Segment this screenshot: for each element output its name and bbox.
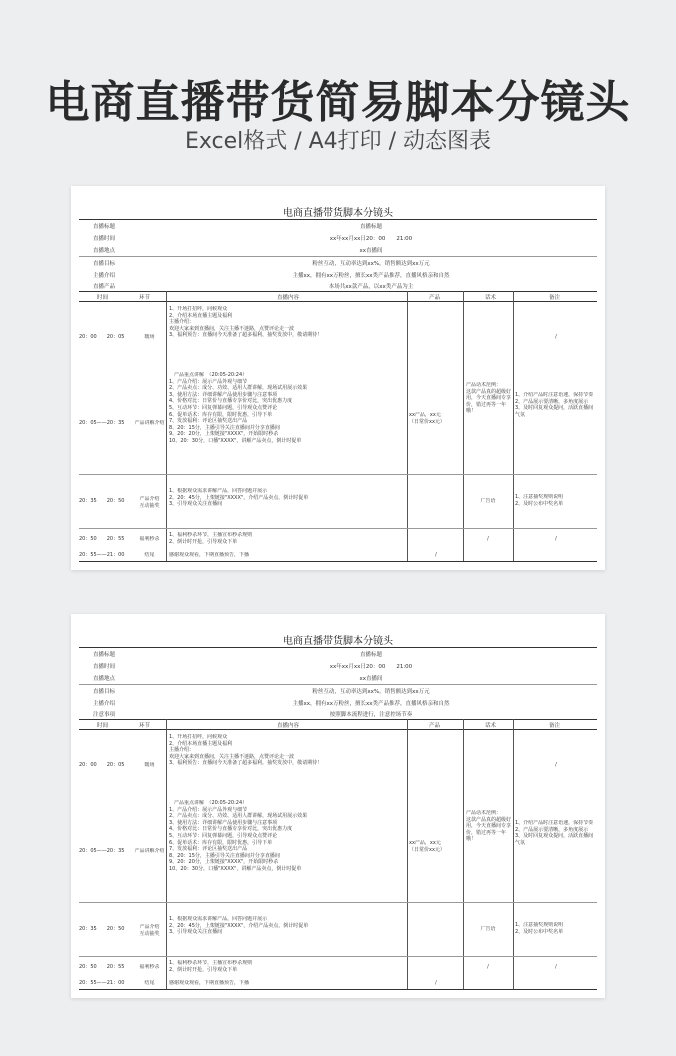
header-top-border — [79, 291, 597, 292]
info-label: 主播介绍 — [93, 273, 116, 279]
row-divider — [79, 902, 597, 903]
row-divider — [79, 956, 597, 957]
table-bottom-border — [79, 561, 597, 562]
row-content: 1、根据观众需求讲解产品，回答问题并展示 2、20：45分，上架链接"XXXX"，介绍产品卖点，倒计时促单 3、引导观众关注直播间 — [169, 488, 309, 508]
column-divider — [407, 291, 408, 561]
row-time: 20：55——21：00 — [79, 980, 125, 986]
info-label: 直播目标 — [93, 261, 116, 267]
row-time: 20：50 20：55 — [79, 536, 125, 542]
info-label: 主播介绍 — [93, 701, 116, 707]
row-product: / — [435, 552, 437, 558]
row-note: 1、介绍产品时注意语速，保持节奏 2、产品展示要清晰，多角度展示 3、及时回复观众提问，活跃直播间气氛 — [515, 392, 594, 418]
table-bottom-border — [79, 989, 597, 990]
row-note: / — [555, 762, 557, 768]
row-content: 1、开场打招呼，问候观众 2、介绍本场直播主题及福利 主播介绍： 欢迎大家来到直播间，关注主播不迷路，点赞评论走一波 3、福利预告：直播间今天准备了超多福利，抽奖发放中，敬请期待！ — [169, 306, 323, 339]
column-divider — [463, 291, 464, 561]
row-time: 20：35 20：50 — [79, 498, 125, 504]
row-time: 20：55——21：00 — [79, 552, 125, 558]
info-label: 直播目标 — [93, 689, 116, 695]
info-label: 直播标题 — [93, 652, 116, 658]
info-value: 粉丝互动，互动率达到xx%，销售额达到xx万元 — [312, 689, 430, 695]
row-content: 感谢观众观看，下期直播预告，下播 — [169, 552, 250, 558]
info-label: 直播地点 — [93, 248, 116, 254]
row-script: 广告语 — [480, 926, 496, 932]
divider — [79, 684, 597, 685]
column-divider — [166, 291, 167, 561]
info-value: xx直播间 — [359, 248, 383, 254]
info-value: 主播xx，拥有xx万粉丝，擅长xx类产品推荐，直播风格亲和自然 — [292, 701, 450, 707]
info-label: 直播地点 — [93, 676, 116, 682]
column-header: 环节 — [139, 295, 151, 301]
column-divider — [166, 719, 167, 989]
column-header: 产品 — [429, 295, 441, 301]
row-segment: 结尾 — [144, 552, 155, 558]
column-divider — [513, 291, 514, 561]
row-segment: 产品介绍 互动抽奖 — [139, 496, 160, 509]
info-value: 直播标题 — [359, 652, 382, 658]
column-header: 话术 — [485, 723, 497, 729]
column-header: 时间 — [97, 295, 109, 301]
column-divider — [463, 719, 464, 989]
row-segment: 产品讲解介绍 — [134, 420, 165, 426]
row-script: / — [487, 964, 489, 970]
header-bottom-border — [79, 729, 597, 730]
column-divider — [407, 719, 408, 989]
row-content: 1、福利秒杀环节，主播宣布秒杀规则 2、倒计时开抢，引导观众下单 — [169, 532, 253, 545]
row-content: 1、福利秒杀环节，主播宣布秒杀规则 2、倒计时开抢，引导观众下单 — [169, 960, 253, 973]
table-border — [79, 647, 597, 648]
column-header: 产品 — [429, 723, 441, 729]
row-script: 产品话术范例： 这款产品真的超级好用，今天直播间专享价，错过再等一年哦！ — [466, 382, 512, 415]
row-segment: 福利秒杀 — [139, 964, 160, 970]
info-value: xx年xx月xx日20：00 21:00 — [329, 236, 413, 242]
header-top-border — [79, 719, 597, 720]
row-segment: 产品讲解介绍 — [134, 848, 165, 854]
row-script: / — [487, 536, 489, 542]
row-segment: 结尾 — [144, 980, 155, 986]
info-value: 直播标题 — [359, 224, 382, 230]
info-label: 直播产品 — [93, 284, 116, 290]
row-note: / — [555, 334, 557, 340]
row-product: xx产品，xx元 （日常价xx元） — [409, 840, 445, 853]
column-header: 环节 — [139, 723, 151, 729]
header-bottom-border — [79, 301, 597, 302]
info-label: 直播时间 — [93, 664, 116, 670]
column-header: 直播内容 — [277, 723, 300, 729]
hero-title: 电商直播带货简易脚本分镜头 — [45, 77, 631, 128]
row-script: 产品话术范例： 这款产品真的超级好用，今天直播间专享价，错过再等一年哦！ — [466, 810, 512, 843]
row-note: 1、注意抽奖规则说明 2、及时公布中奖名单 — [515, 922, 564, 935]
info-value: xx年xx月xx日20：00 21:00 — [329, 664, 413, 670]
row-content: 产品重点讲解 （20:05-20:24） 1、产品介绍：展示产品外观与细节 2、产品卖点：成分、功效、适用人群讲解，现场试用展示效果 3、使用方法：详细讲解产品使用步骤与注意事项 4、价格对比：日常价与直播专享价对比，突出优惠力度 5、互动环节：回复弹幕问题，引导观众点赞评论 6、促单话术：库存有限，限时优惠，引导下单 7、发放福利：评论区抽奖送出产品 8、20：15分，主播引导关注直播间并分享直播间 9、20：20分，上架链接"XXXX"，开始限时秒杀 10、20：30分，口播"XXXX"，讲解产品卖点，倒计时促单 — [169, 372, 308, 444]
sheet-preview-1 — [71, 186, 605, 570]
row-note: 1、介绍产品时注意语速，保持节奏 2、产品展示要清晰，多角度展示 3、及时回复观众提问，活跃直播间气氛 — [515, 820, 594, 846]
sheet-title: 电商直播带货脚本分镜头 — [283, 636, 393, 647]
info-label: 注意事项 — [93, 712, 116, 718]
row-note: / — [555, 536, 557, 542]
row-content: 1、开场打招呼，问候观众 2、介绍本场直播主题及福利 主播介绍： 欢迎大家来到直播间，关注主播不迷路，点赞评论走一波 3、福利预告：直播间今天准备了超多福利，抽奖发放中，敬请期待！ — [169, 734, 323, 767]
row-time: 20：05——20：35 — [79, 420, 125, 426]
info-value: 本场共xx款产品，以xx类产品为主 — [328, 284, 414, 290]
column-divider — [513, 719, 514, 989]
row-time: 20：00 20：05 — [79, 762, 125, 768]
row-time: 20：35 20：50 — [79, 926, 125, 932]
info-value: 主播xx，拥有xx万粉丝，擅长xx类产品推荐，直播风格亲和自然 — [292, 273, 450, 279]
row-note: 1、注意抽奖规则说明 2、及时公布中奖名单 — [515, 494, 564, 507]
column-header: 话术 — [485, 295, 497, 301]
table-border — [79, 219, 597, 220]
row-product: xx产品，xx元 （日常价xx元） — [409, 412, 445, 425]
row-time: 20：50 20：55 — [79, 964, 125, 970]
row-content: 感谢观众观看，下期直播预告，下播 — [169, 980, 250, 986]
row-content: 1、根据观众需求讲解产品，回答问题并展示 2、20：45分，上架链接"XXXX"，介绍产品卖点，倒计时促单 3、引导观众关注直播间 — [169, 916, 309, 936]
row-divider — [79, 528, 597, 529]
sheet-preview-2 — [71, 614, 605, 998]
info-label: 直播标题 — [93, 224, 116, 230]
sheet-title: 电商直播带货脚本分镜头 — [283, 208, 393, 219]
column-header: 直播内容 — [277, 295, 300, 301]
info-value: xx直播间 — [359, 676, 383, 682]
row-time: 20：05——20：35 — [79, 848, 125, 854]
column-header: 时间 — [97, 723, 109, 729]
row-segment: 暖场 — [144, 762, 155, 768]
row-product: / — [435, 980, 437, 986]
row-script: 广告语 — [480, 498, 496, 504]
row-content: 产品重点讲解 （20:05-20:24） 1、产品介绍：展示产品外观与细节 2、产品卖点：成分、功效、适用人群讲解，现场试用展示效果 3、使用方法：详细讲解产品使用步骤与注意事项 4、价格对比：日常价与直播专享价对比，突出优惠力度 5、互动环节：回复弹幕问题，引导观众点赞评论 6、促单话术：库存有限，限时优惠，引导下单 7、发放福利：评论区抽奖送出产品 8、20：15分，主播引导关注直播间并分享直播间 9、20：20分，上架链接"XXXX"，开始限时秒杀 10、20：30分，口播"XXXX"，讲解产品卖点，倒计时促单 — [169, 800, 308, 872]
hero-subtitle: Excel格式 / A4打印 / 动态图表 — [184, 129, 492, 154]
row-note: / — [555, 964, 557, 970]
info-value: 粉丝互动，互动率达到xx%，销售额达到xx万元 — [312, 261, 430, 267]
row-time: 20：00 20：05 — [79, 334, 125, 340]
row-divider — [79, 474, 597, 475]
row-segment: 暖场 — [144, 334, 155, 340]
column-header: 备注 — [549, 295, 561, 301]
info-label: 直播时间 — [93, 236, 116, 242]
row-segment: 福利秒杀 — [139, 536, 160, 542]
column-header: 备注 — [549, 723, 561, 729]
divider — [79, 256, 597, 257]
info-value: 按照脚本流程进行，注意控场节奏 — [329, 712, 413, 718]
row-segment: 产品介绍 互动抽奖 — [139, 924, 160, 937]
